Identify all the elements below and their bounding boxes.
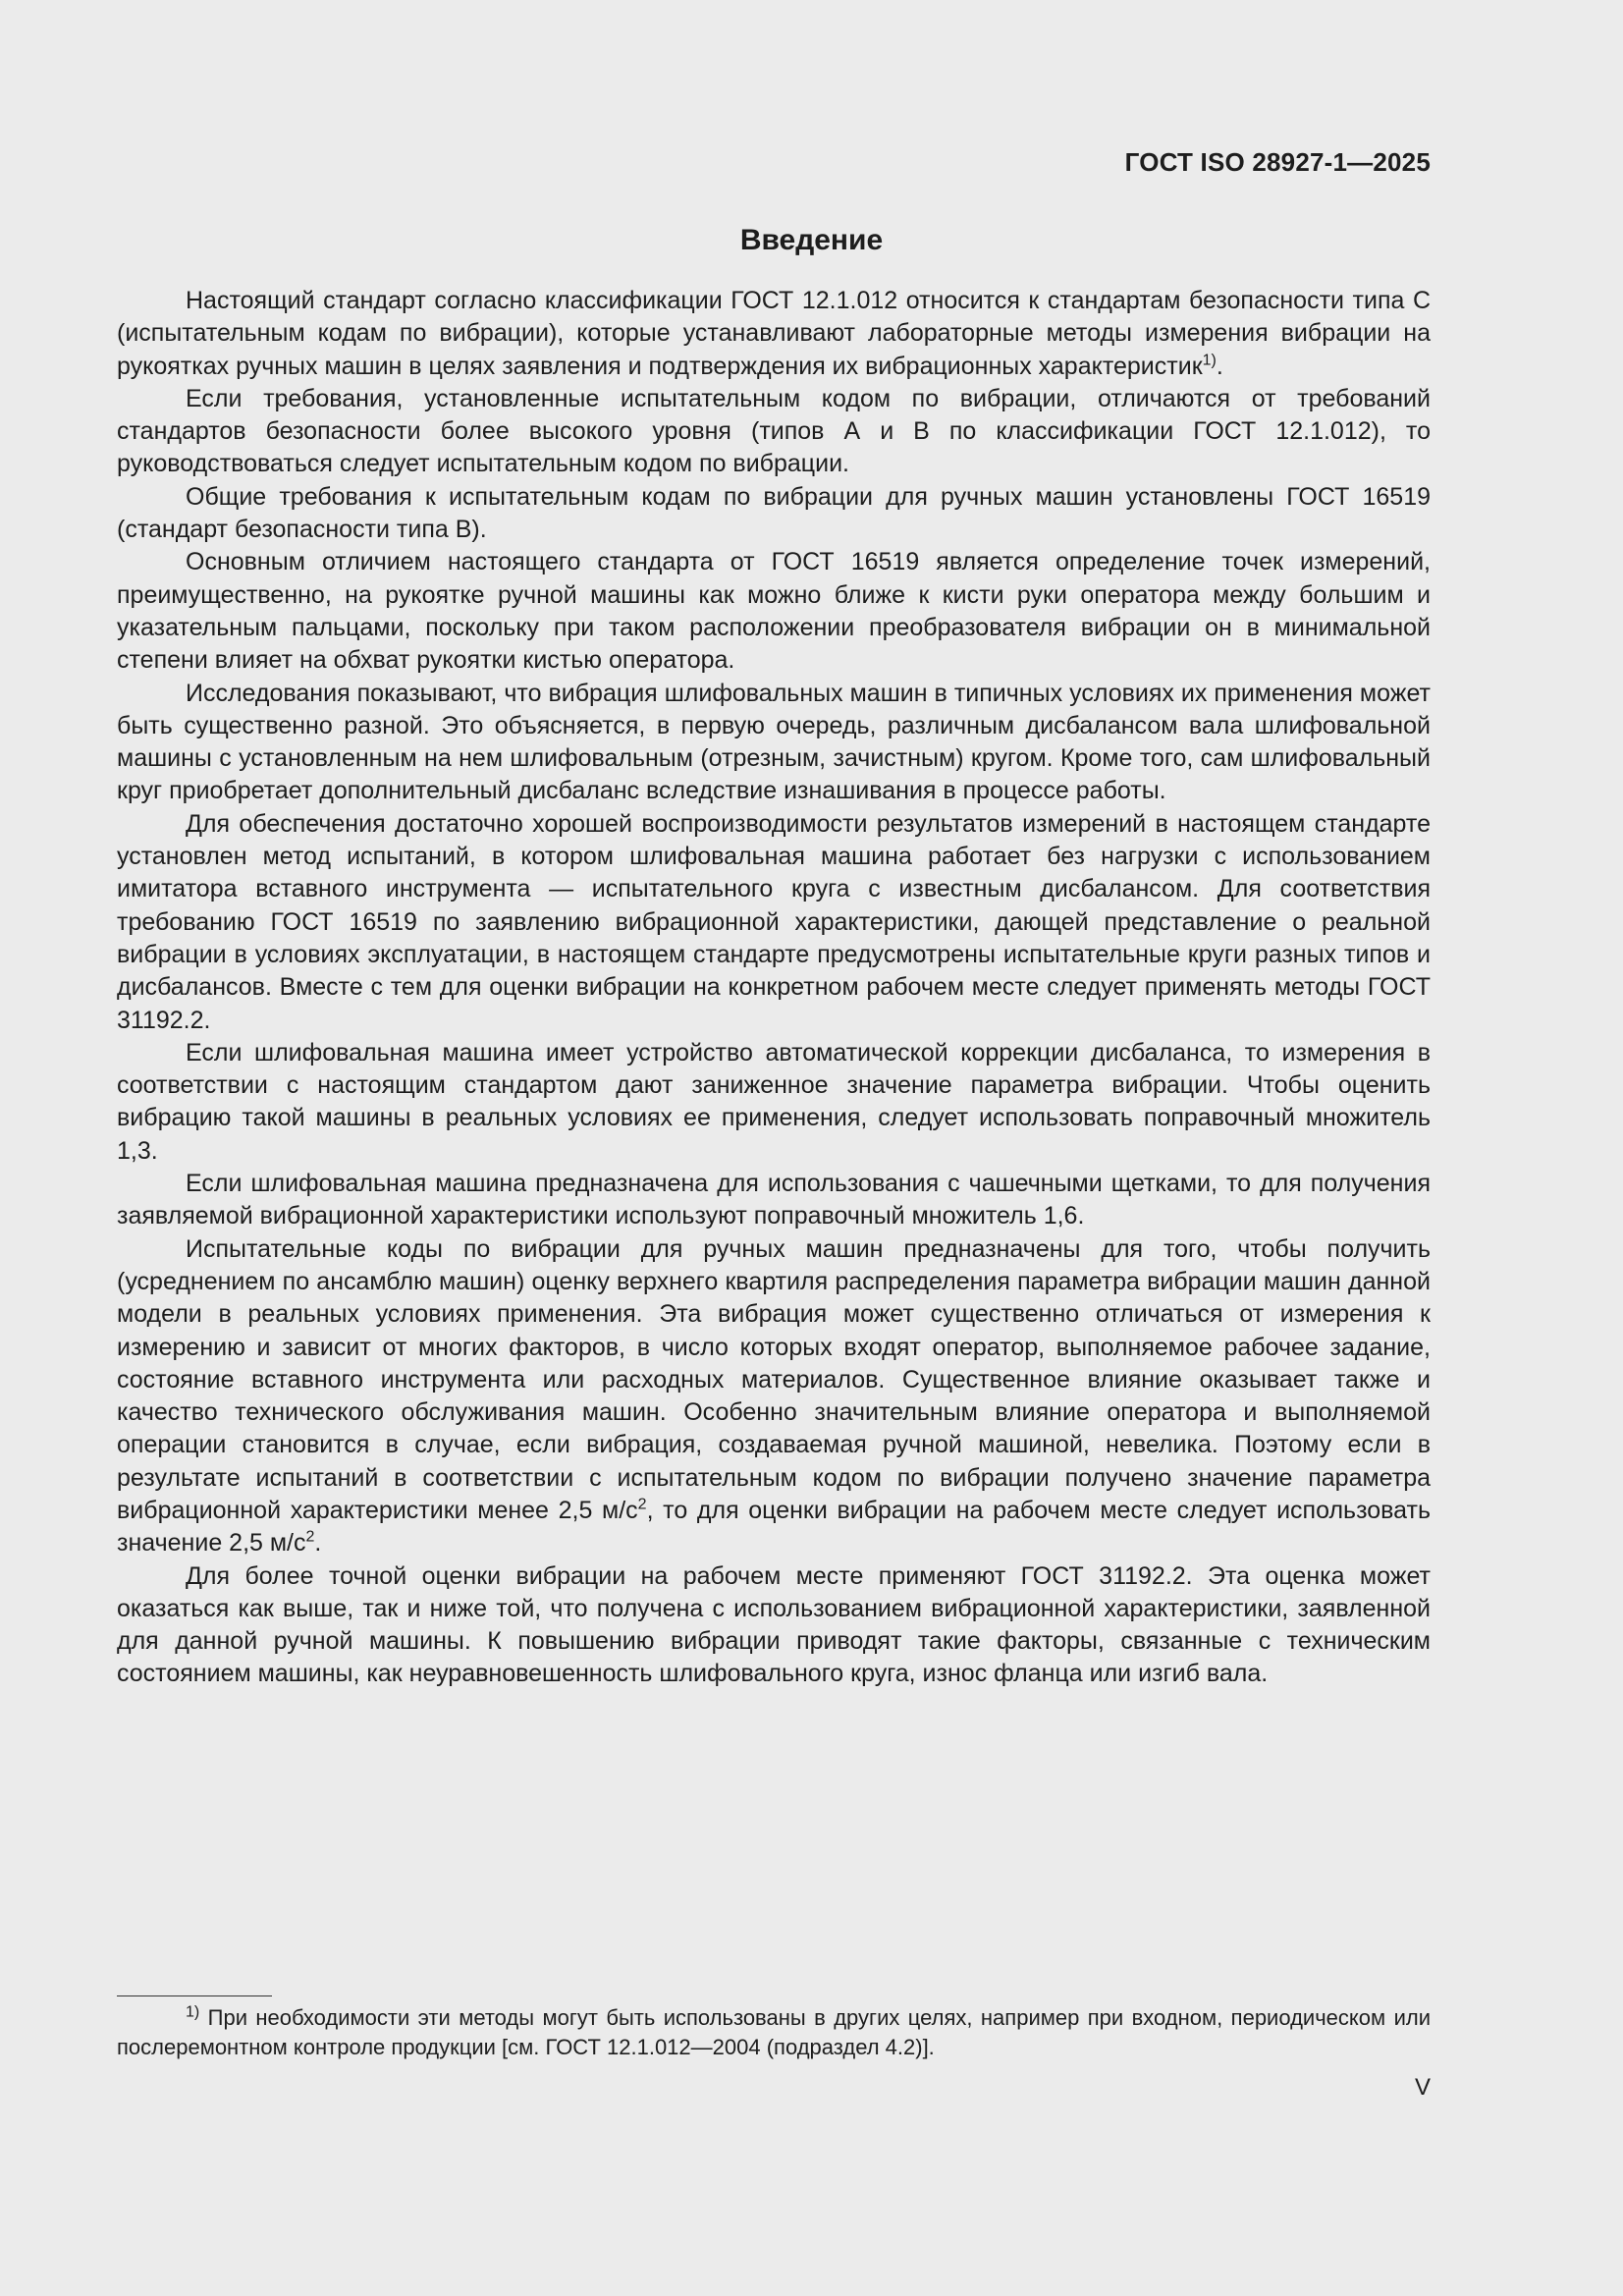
paragraph-9-mid: , то для оценки вибрации на рабочем месте следует использовать значение 2,5 м/с	[117, 1496, 1431, 1558]
paragraph-10: Для более точной оценки вибрации на рабочем месте применяют ГОСТ 31192.2. Эта оценка может оказаться как выше, так и ниже той, что получена с использованием вибрационной характеристики, заявленной для данной ручной машины. К повышению вибрации приводят такие факторы, связанные с техническим состоянием машины, как неуравновешенность шлифовального круга, износ фланца или изгиб вала.	[117, 1561, 1431, 1688]
superscript-squared: 2	[305, 1528, 315, 1546]
body-text	[117, 285, 1431, 1691]
footnote-reference: 1)	[1202, 352, 1217, 369]
paragraph-1-end: .	[1216, 352, 1223, 380]
paragraph-4: Основным отличием настоящего стандарта от ГОСТ 16519 является определение точек измерений, преимущественно, на рукоятке ручной машины как можно ближе к кисти руки оператора между большим и указательным пальцами, поскольку при таком расположении преобразователя вибрации он в минимальной степени влияет на обхват рукоятки кистью оператора.	[117, 548, 1431, 675]
paragraph-7: Если шлифовальная машина имеет устройство автоматической коррекции дисбаланса, то измерения в соответствии с настоящим стандартом дают заниженное значение параметра вибрации. Чтобы оценить вибрацию такой машины в реальных условиях ее применения, следует использовать поправочный множитель 1,3.	[117, 1038, 1431, 1165]
page-number: V	[1414, 2074, 1431, 2101]
paragraph-3: Общие требования к испытательным кодам по вибрации для ручных машин установлены ГОСТ 16519 (стандарт безопасности типа В).	[117, 482, 1431, 544]
document-code: ГОСТ ISO 28927-1—2025	[1124, 147, 1431, 177]
paragraph-5: Исследования показывают, что вибрация шлифовальных машин в типичных условиях их применения может быть существенно разной. Это объясняется, в первую очередь, различным дисбалансом вала шлифовальной машины с установленным на нем шлифовальным (отрезным, зачистным) кругом. Кроме того, сам шлифовальный круг приобретает дополнительный дисбаланс вследствие изнашивания в процессе работы.	[117, 679, 1431, 805]
paragraph-1-text: Настоящий стандарт согласно классификации ГОСТ 12.1.012 относится к стандартам безопасности типа С (испытательным кодам по вибрации), которые устанавливают лабораторные методы измерения вибрации на рукоятках ручных машин в целях заявления и подтверждения их вибрационных характеристик	[117, 287, 1431, 380]
footnote	[117, 2003, 1431, 2062]
paragraph-1	[117, 285, 1431, 383]
paragraph-9-end: .	[314, 1529, 322, 1558]
paragraph-9-text: Испытательные коды по вибрации для ручных машин предназначены для того, чтобы получить (усреднением по ансамблю машин) оценку верхнего квартиля распределения параметра вибрации машин данной модели в реальных условиях применения. Эта вибрация может существенно отличаться от измерения к измерению и зависит от многих факторов, в число которых входят оператор, выполняемое рабочее задание, состояние вставного инструмента или расходных материалов. Существенное влияние оказывает также и качество технического обслуживания машин. Особенно значительным влияние оператора и выполняемой операции становится в случае, если вибрация, создаваемая ручной машиной, невелика. Поэтому если в результате испытаний в соответствии с испытательным кодом по вибрации получено значение параметра вибрационной характеристики менее 2,5 м/с	[117, 1234, 1431, 1524]
superscript-squared: 2	[637, 1496, 647, 1513]
footnote-marker: 1)	[186, 2003, 200, 2021]
section-title: Введение	[739, 224, 884, 256]
paragraph-2: Если требования, установленные испытательным кодом по вибрации, отличаются от требований стандартов безопасности более высокого уровня (типов А и В по классификации ГОСТ 12.1.012), то руководствоваться следует испытательным кодом по вибрации.	[117, 384, 1431, 478]
paragraph-8: Если шлифовальная машина предназначена для использования с чашечными щетками, то для получения заявляемой вибрационной характеристики используют поправочный множитель 1,6.	[117, 1170, 1431, 1230]
footnote-text: При необходимости эти методы могут быть использованы в других целях, например при входном, периодическом или послеремонтном контроле продукции [см. ГОСТ 12.1.012—2004 (подраздел 4.2)].	[117, 2005, 1431, 2059]
footnote-separator	[117, 1995, 272, 1996]
paragraph-9	[117, 1233, 1431, 1560]
paragraph-6: Для обеспечения достаточно хорошей воспроизводимости результатов измерений в настоящем стандарте установлен метод испытаний, в котором шлифовальная машина работает без нагрузки с использованием имитатора вставного инструмента — испытательного круга с известным дисбалансом. Для соответствия требованию ГОСТ 16519 по заявлению вибрационной характеристики, дающей представление о реальной вибрации в условиях эксплуатации, в настоящем стандарте предусмотрены испытательные круги разных типов и дисбалансов. Вместе с тем для оценки вибрации на конкретном рабочем месте следует применять методы ГОСТ 31192.2.	[117, 809, 1431, 1034]
